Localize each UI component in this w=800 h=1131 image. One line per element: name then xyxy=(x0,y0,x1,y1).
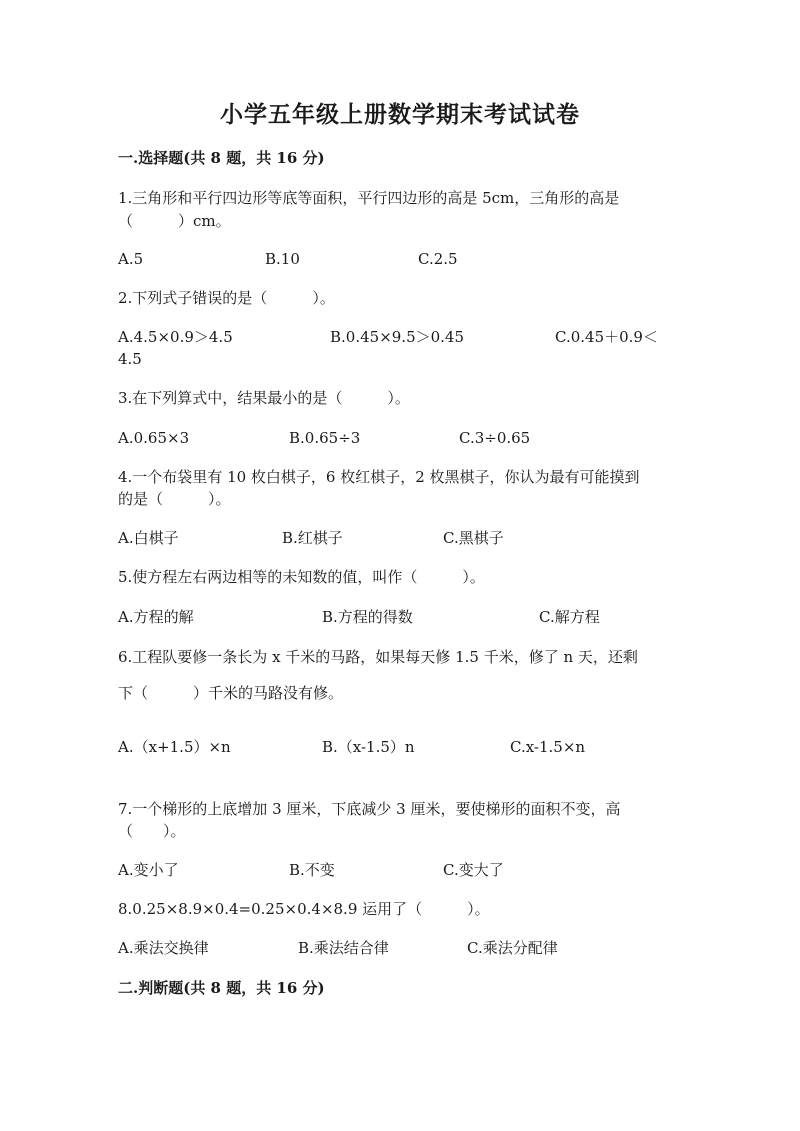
question-7-option-b: B.不变 xyxy=(289,861,335,879)
question-8-option-b: B.乘法结合律 xyxy=(298,939,389,957)
question-5-option-b: B.方程的得数 xyxy=(322,608,413,626)
question-3-option-b: B.0.65÷3 xyxy=(289,429,361,447)
question-4-text-cont: 的是（ ）。 xyxy=(118,490,231,508)
question-3-option-c: C.3÷0.65 xyxy=(459,429,531,447)
question-4-option-a: A.白棋子 xyxy=(118,529,179,547)
question-4-text: 4.一个布袋里有 10 枚白棋子，6 枚红棋子，2 枚黑棋子，你认为最有可能摸到 xyxy=(118,468,640,486)
question-5-text: 5.使方程左右两边相等的未知数的值，叫作（ ）。 xyxy=(118,568,485,586)
question-2-option-a: A.4.5×0.9＞4.5 xyxy=(118,328,233,346)
question-2-option-c: C.0.45＋0.9＜ xyxy=(555,328,658,346)
question-1-option-b: B.10 xyxy=(265,250,300,268)
question-2-option-c-cont: 4.5 xyxy=(118,350,142,368)
exam-title: 小学五年级上册数学期末考试试卷 xyxy=(220,101,580,128)
question-4-option-b: B.红棋子 xyxy=(282,529,343,547)
question-1-option-a: A.5 xyxy=(118,250,144,268)
question-7-text-cont: （ ）。 xyxy=(118,822,186,840)
question-8-text: 8.0.25×8.9×0.4=0.25×0.4×8.9 运用了（ ）。 xyxy=(118,900,490,918)
question-5-option-a: A.方程的解 xyxy=(118,608,194,626)
question-1-text: 1.三角形和平行四边形等底等面积，平行四边形的高是 5cm，三角形的高是 xyxy=(118,189,620,207)
question-6-option-a: A.（x+1.5）×n xyxy=(118,738,231,756)
question-7-option-c: C.变大了 xyxy=(443,861,504,879)
question-3-text: 3.在下列算式中，结果最小的是（ ）。 xyxy=(118,389,410,407)
question-5-option-c: C.解方程 xyxy=(539,608,600,626)
question-3-option-a: A.0.65×3 xyxy=(118,429,190,447)
question-7-option-a: A.变小了 xyxy=(118,861,179,879)
question-2-option-b: B.0.45×9.5＞0.45 xyxy=(330,328,465,346)
question-6-text-cont: 下（ ）千米的马路没有修。 xyxy=(118,684,344,702)
question-6-text: 6.工程队要修一条长为 x 千米的马路，如果每天修 1.5 千米，修了 n 天，还剩 xyxy=(118,648,638,666)
question-8-option-a: A.乘法交换律 xyxy=(118,939,209,957)
question-2-text: 2.下列式子错误的是（ ）。 xyxy=(118,289,335,307)
question-1-text-cont: （ ）cm。 xyxy=(118,212,231,230)
section-heading-choice: 一.选择题(共 8 题，共 16 分) xyxy=(118,149,325,167)
question-1-option-c: C.2.5 xyxy=(418,250,458,268)
question-6-option-b: B.（x-1.5）n xyxy=(322,738,415,756)
question-6-option-c: C.x-1.5×n xyxy=(510,738,586,756)
question-7-text: 7.一个梯形的上底增加 3 厘米，下底减少 3 厘米，要使梯形的面积不变，高 xyxy=(118,800,621,818)
section-heading-judgment: 二.判断题(共 8 题，共 16 分) xyxy=(118,979,325,997)
question-8-option-c: C.乘法分配律 xyxy=(467,939,558,957)
question-4-option-c: C.黑棋子 xyxy=(443,529,504,547)
